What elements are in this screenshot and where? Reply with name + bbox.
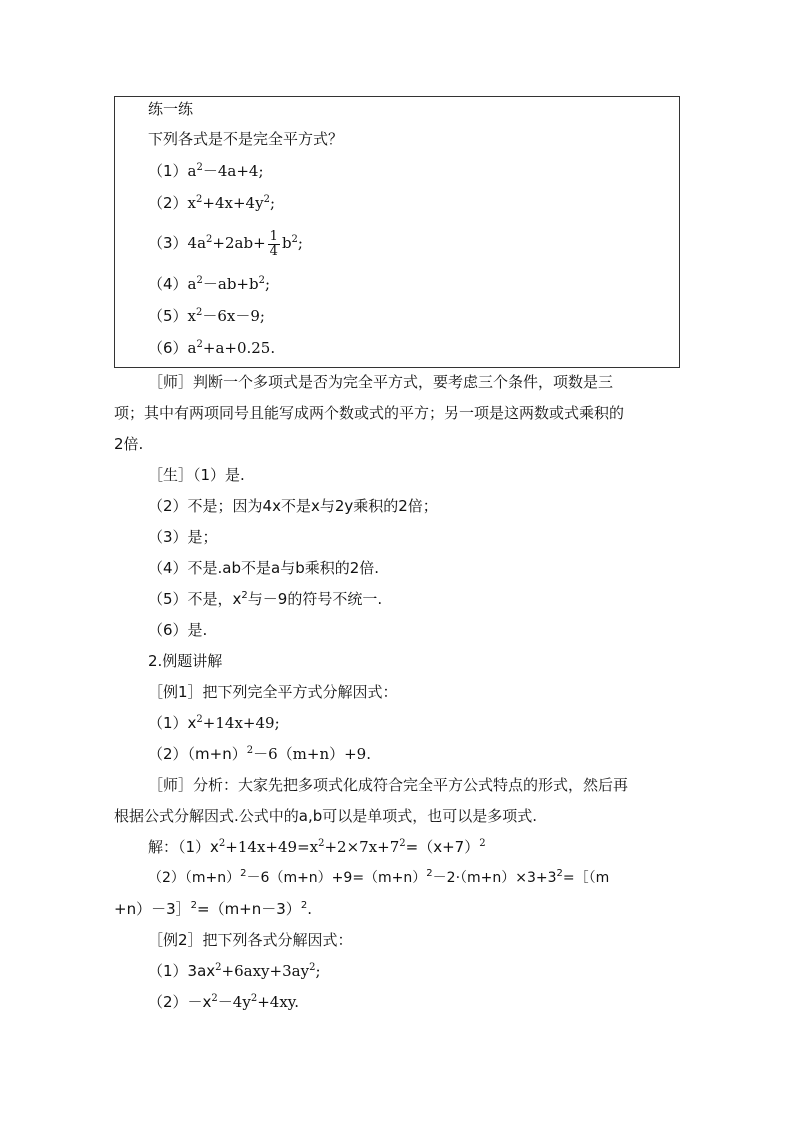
solution-line-3: $+n)-3]^2=(m+n-3)^2$. — [114, 900, 312, 918]
example-1-title: ［例1］把下列完全平方式分解因式： — [148, 683, 398, 701]
exercise-item-5: $(5)x^2-6x-9$; — [148, 307, 265, 325]
example-1-problem-2: $(2)(m+n)^2-6(m+n)+9$. — [148, 745, 371, 763]
teacher-remark-2-line-1: ［师］分析：大家先把多项式化成符合完全平方公式特点的形式，然后再 — [148, 776, 629, 794]
example-2-problem-2: $(2)-x^2-4y^2+4xy$. — [148, 993, 300, 1011]
exercise-item-6: $(6)a^2+a+0.25$. — [148, 339, 276, 357]
fraction-one-quarter: $\frac{1}{4}$ — [269, 228, 278, 259]
exercise-item-1: $(1)a^2-4a+4$; — [148, 162, 264, 180]
student-answer-4: （4）不是.ab不是a与b乘积的2倍. — [148, 559, 380, 577]
example-1-problem-1: $(1)x^2+14x+49$; — [148, 714, 280, 732]
exercise-item-2: $(2)x^2+4x+4y^2$; — [148, 194, 275, 212]
teacher-remark-1-line-2: 项；其中有两项同号且能写成两个数或式的平方；另一项是这两数或式乘积的 — [114, 404, 625, 422]
student-answer-3: （3）是； — [148, 528, 218, 546]
solution-line-2: $(2)(m+n)^2-6(m+n)+9=(m+n)^2-2\cdot(m+n)\times 3+3^2=[(m$ — [148, 868, 610, 886]
student-answer-1: ［生］（1）是. — [148, 466, 245, 484]
exercise-question: 下列各式是不是完全平方式？ — [148, 130, 344, 148]
section-heading: 2.例题讲解 — [148, 652, 223, 670]
example-2-title: ［例2］把下列各式分解因式： — [148, 931, 353, 949]
teacher-remark-1-line-1: ［师］判断一个多项式是否为完全平方式，要考虑三个条件，项数是三 — [148, 373, 614, 391]
teacher-remark-2-line-2: 根据公式分解因式.公式中的a,b可以是单项式，也可以是多项式. — [114, 807, 538, 825]
exercise-item-3: $(3)4a^2+2ab+$ $\frac{1}{4}$ $b^2$; — [148, 228, 303, 259]
example-2-problem-1: $(1)3ax^2+6axy+3ay^2$; — [148, 962, 321, 980]
exercise-heading: 练一练 — [148, 100, 194, 118]
exercise-item-4: $(4)a^2-ab+b^2$; — [148, 275, 271, 293]
student-answer-5: （5）不是，$x^2$与－9的符号不统一. — [148, 590, 383, 608]
teacher-remark-1-line-3: 2倍. — [114, 435, 144, 453]
student-answer-6: （6）是. — [148, 621, 208, 639]
student-answer-2: （2）不是；因为4x不是x与2y乘积的2倍； — [148, 497, 438, 515]
solution-line-1: 解：$(1)x^2+14x+49=x^2+2\times 7x+7^2=(x+7)^2$ — [148, 838, 486, 856]
